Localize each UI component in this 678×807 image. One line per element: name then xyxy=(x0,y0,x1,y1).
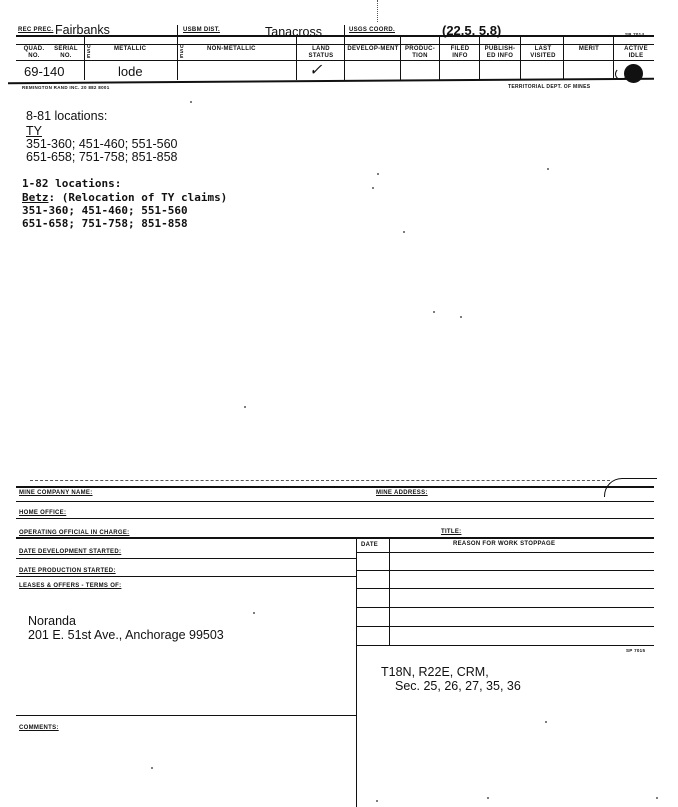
col-use-1: U S E xyxy=(87,44,91,60)
rule xyxy=(16,486,654,488)
quad-serial-value: 69-140 xyxy=(24,64,65,79)
col-filed-info: FILED INFO xyxy=(450,46,470,59)
operating-official-label: OPERATING OFFICIAL IN CHARGE: xyxy=(19,530,130,536)
usgs-coord-label: USGS COORD. xyxy=(349,27,395,33)
note-line-1: 8-81 locations: xyxy=(26,109,108,123)
lower-form-code: SP 7015 xyxy=(626,648,646,653)
footer-right: TERRITORIAL DEPT. OF MINES xyxy=(508,84,591,90)
speck xyxy=(547,168,549,170)
col-line xyxy=(520,35,521,80)
col-serial-no: SERIAL NO. xyxy=(54,46,78,59)
col-development: DEVELOP-MENT xyxy=(347,46,399,52)
rule xyxy=(16,715,356,716)
col-last-visited: LAST VISITED xyxy=(530,46,556,59)
reason-label: REASON FOR WORK STOPPAGE xyxy=(453,541,556,547)
note-line-3: 351-360; 451-460; 551-560 xyxy=(26,137,178,151)
rule xyxy=(16,518,654,519)
rule xyxy=(16,576,356,577)
rule xyxy=(356,626,654,627)
col-line xyxy=(84,35,85,80)
col-line xyxy=(479,35,480,80)
divider xyxy=(389,537,390,646)
rule xyxy=(356,607,654,608)
underline xyxy=(55,36,125,37)
speck xyxy=(403,231,405,233)
rule xyxy=(16,44,654,45)
rule xyxy=(356,588,654,589)
location-line-1: T18N, R22E, CRM, xyxy=(381,665,489,679)
speck xyxy=(545,721,547,723)
lessee-address: 201 E. 51st Ave., Anchorage 99503 xyxy=(28,628,224,642)
form-code: SP 7014 xyxy=(625,32,645,37)
date-label: DATE xyxy=(361,542,379,548)
speck xyxy=(377,173,379,175)
col-line xyxy=(296,35,297,80)
lessee-name: Noranda xyxy=(28,614,76,628)
note-line-8: 651-658; 751-758; 851-858 xyxy=(22,217,188,230)
usgs-coord-value: (22.5, 5.8) xyxy=(442,23,502,38)
speck xyxy=(151,767,153,769)
usbm-dist-value: Tanacross xyxy=(265,25,322,39)
rule xyxy=(16,537,654,539)
speck xyxy=(190,101,192,103)
rec-prec-label: REC PREC. xyxy=(18,27,54,33)
speck xyxy=(376,800,378,802)
speck xyxy=(656,797,658,799)
prod-started-label: DATE PRODUCTION STARTED: xyxy=(19,568,116,574)
mine-company-name-label: MINE COMPANY NAME: xyxy=(19,490,93,496)
note-line-4: 651-658; 751-758; 851-858 xyxy=(26,150,178,164)
col-active-idle: ACTIVE IDLE xyxy=(624,46,648,59)
note-line-7: 351-360; 451-460; 551-560 xyxy=(22,204,188,217)
col-line xyxy=(177,25,178,80)
speck xyxy=(253,612,255,614)
metallic-value: lode xyxy=(118,64,143,79)
col-non-metallic: NON-METALLIC xyxy=(207,46,256,52)
speck xyxy=(460,316,462,318)
speck xyxy=(372,187,374,189)
col-published-info: PUBLISH-ED INFO xyxy=(484,46,516,59)
torn-edge xyxy=(30,480,610,481)
col-quad-no: QUAD. NO. xyxy=(23,46,45,59)
curl-mark-icon xyxy=(615,68,627,80)
land-status-mark: ✓ xyxy=(309,62,323,79)
col-line xyxy=(344,25,345,80)
col-line xyxy=(439,35,440,80)
mine-address-label: MINE ADDRESS: xyxy=(376,490,428,496)
col-merit: MERIT xyxy=(578,46,600,52)
divider xyxy=(356,537,357,807)
usbm-dist-label: USBM DIST. xyxy=(183,27,221,33)
col-line xyxy=(400,35,401,80)
col-production: PRODUC-TION xyxy=(404,46,436,59)
note-line-5: 1-82 locations: xyxy=(22,177,122,190)
col-line xyxy=(563,35,564,80)
col-line xyxy=(613,35,614,80)
rule xyxy=(356,645,654,646)
speck xyxy=(487,797,489,799)
speck xyxy=(433,311,435,313)
rule xyxy=(356,552,654,553)
note-line-6 xyxy=(22,191,227,204)
rule xyxy=(16,501,654,502)
note-line-2: TY xyxy=(26,124,42,138)
note-owner: Betz xyxy=(22,191,49,204)
fold-mark xyxy=(377,0,378,22)
footer-left: REMINGTON RAND INC. 20 882 8001 xyxy=(22,85,110,90)
rule xyxy=(16,60,654,61)
leases-label: LEASES & OFFERS - TERMS OF: xyxy=(19,583,122,589)
dev-started-label: DATE DEVELOPMENT STARTED: xyxy=(19,549,122,555)
note-relocation: : (Relocation of TY claims) xyxy=(48,191,228,204)
col-use-2: U S E xyxy=(180,44,184,60)
speck xyxy=(244,406,246,408)
home-office-label: HOME OFFICE: xyxy=(19,510,67,516)
comments-label: COMMENTS: xyxy=(19,725,59,731)
location-line-2: Sec. 25, 26, 27, 35, 36 xyxy=(395,679,521,693)
title-label: TITLE: xyxy=(441,529,462,535)
col-metallic: METALLIC xyxy=(114,46,147,52)
rec-prec-value: Fairbanks xyxy=(55,23,110,37)
rule xyxy=(16,558,356,559)
rule xyxy=(356,570,654,571)
col-land-status: LAND STATUS xyxy=(308,46,334,59)
